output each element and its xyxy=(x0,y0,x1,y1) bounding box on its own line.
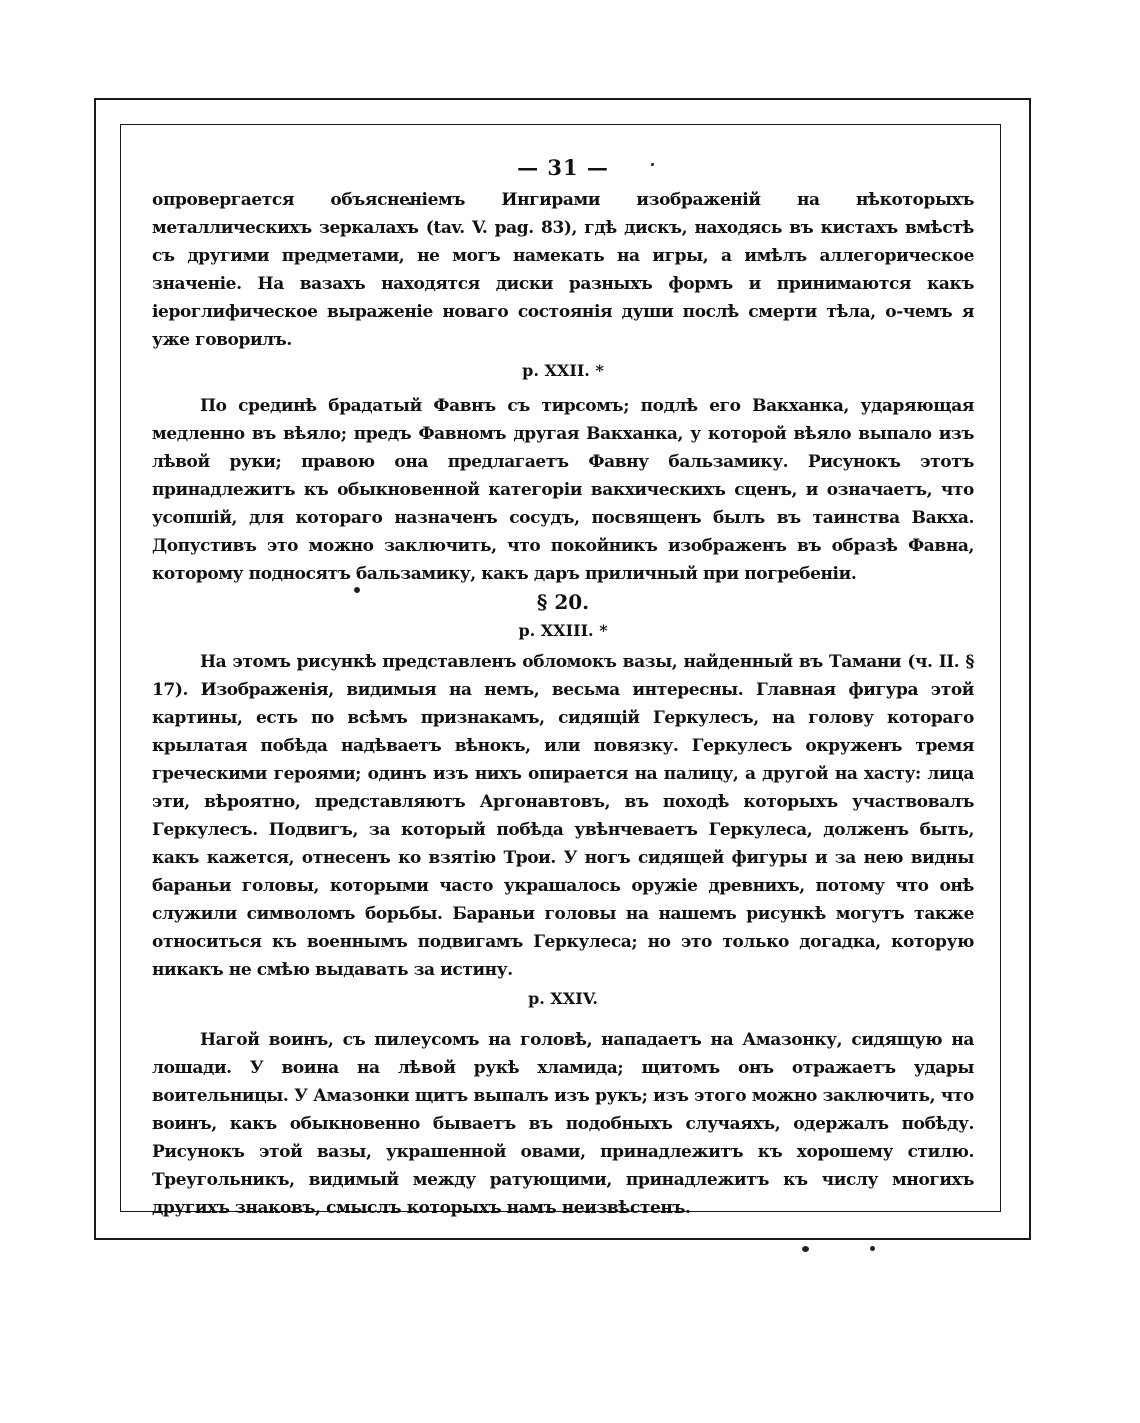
plate-heading-xxiii: p. XXIII. * xyxy=(518,621,608,640)
page-number: — 31 — xyxy=(517,155,609,180)
paragraph-plate-xxiii: На этомъ рисункѣ представленъ обломокъ вазы, найденный въ Тамани (ч. II. § 17). Изображенія, видимыя на немъ, весьма интересны. Главная фигура этой картины, есть по всѣмъ признакамъ, сидящій Геркулесъ, на голову котораго крылатая побѣда надѣваетъ вѣнокъ, или повязку. Геркулесъ окруженъ тремя греческими героями; одинъ изъ нихъ опирается на палицу, а другой на хасту: лица эти, вѣроятно, представляютъ Аргонавтовъ, въ походѣ которыхъ участвовалъ Геркулесъ. Подвигъ, за который побѣда увѣнчеваетъ Геркулеса, долженъ быть, какъ кажется, отнесенъ ко взятію Трои. У ногъ сидящей фигуры и за нею видны бараньи головы, которыми часто украшалось оружіе древнихъ, потому что онѣ служили символомъ борьбы. Бараньи головы на нашемъ рисункѣ могутъ также относиться къ военнымъ подвигамъ Геркулеса; но это только догадка, которую никакъ не смѣю выдавать за истину. xyxy=(152,652,974,980)
paragraph-continuation: опровергается объясненіемъ Ингирами изображеній на нѣкоторыхъ металлическихъ зеркалахъ (tav. V. pag. 83), гдѣ дискъ, находясь въ кистахъ вмѣстѣ съ другими предметами, не могъ намекать на игры, а имѣлъ аллегорическое значеніе. На вазахъ находятся диски разныхъ формъ и принимаются какъ іероглифическое выраженіе новаго состоянія души послѣ смерти тѣла, о-чемъ я уже говорилъ. xyxy=(152,190,974,350)
plate-heading-xxiv: p. XXIV. xyxy=(528,989,598,1008)
page-content xyxy=(152,150,974,1222)
print-speck xyxy=(870,1246,875,1251)
paragraph-plate-xxiv: Нагой воинъ, съ пилеусомъ на головѣ, нападаетъ на Амазонку, сидящую на лошади. У воина на лѣвой рукѣ хламида; щитомъ онъ отражаетъ удары воительницы. У Амазонки щитъ выпалъ изъ рукъ; изъ этого можно заключить, что воинъ, какъ обыкновенно бываетъ въ подобныхъ случаяхъ, одержалъ побѣду. Рисунокъ этой вазы, украшенной овами, принадлежитъ къ хорошему стилю. Треугольникъ, видимый между ратующими, принадлежитъ къ числу многихъ другихъ знаковъ, смыслъ которыхъ намъ неизвѣстенъ. xyxy=(152,1030,974,1218)
plate-heading-xxii: p. XXII. * xyxy=(522,361,604,380)
print-speck xyxy=(802,1246,809,1252)
section-heading-20: § 20. xyxy=(536,590,590,614)
paragraph-plate-xxii: По срединѣ брадатый Фавнъ съ тирсомъ; подлѣ его Вакханка, ударяющая медленно въ вѣяло; предъ Фавномъ другая Вакханка, у которой вѣяло выпало изъ лѣвой руки; правою она предлагаетъ Фавну бальзамику. Рисунокъ этотъ принадлежитъ къ обыкновенной категоріи вакхическихъ сценъ, и означаетъ, что усопшій, для котораго назначенъ сосудъ, посвященъ былъ въ таинства Вакха. Допустивъ это можно заключить, что покойникъ изображенъ въ образѣ Фавна, которому подносятъ бальзамику, какъ даръ приличный при погребеніи. xyxy=(152,396,974,584)
